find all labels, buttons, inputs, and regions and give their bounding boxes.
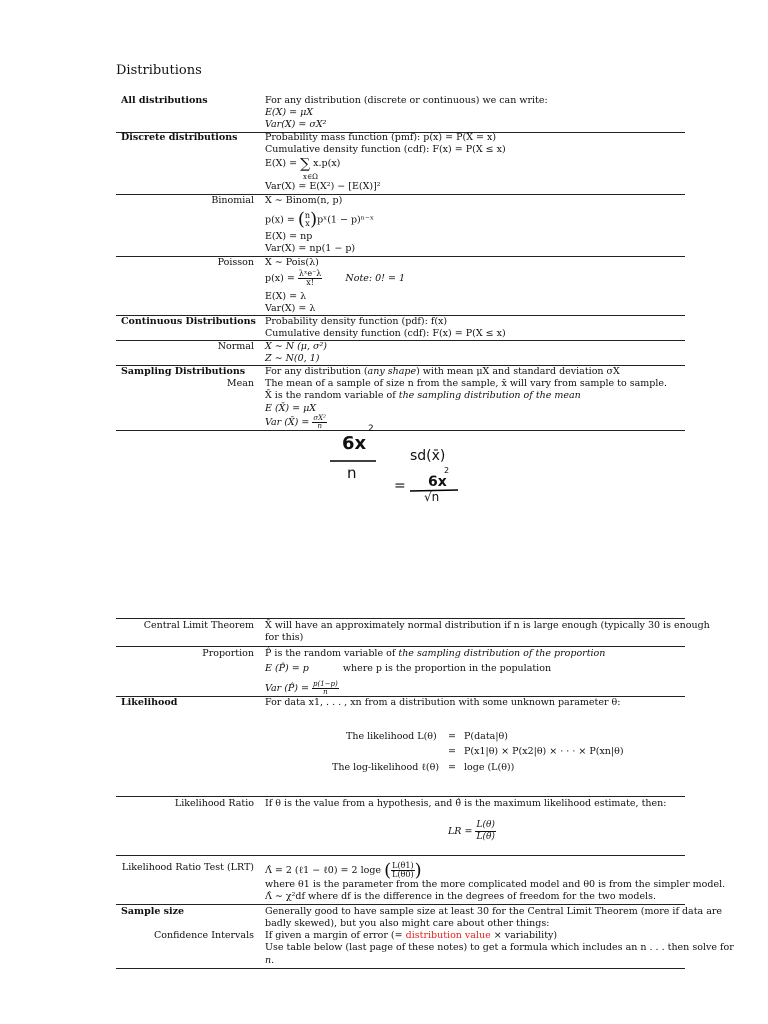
right-paren-icon: ) (414, 859, 422, 881)
sampling-variance-denominator: n (317, 422, 322, 430)
proportion-line-1-b: the sampling distribution of the proportion (398, 648, 606, 659)
all-line-3: Var(X) = σX² (265, 119, 327, 130)
divider (116, 256, 685, 257)
sum-icon: ∑ (300, 156, 311, 172)
binomial-line-3: E(X) = np (265, 231, 313, 242)
handwriting-equals: = (394, 478, 406, 494)
likelihood-eq3-rhs: loge (L(θ)) (464, 762, 515, 773)
all-line-1: For any distribution (discrete or continuous) we can write: (265, 95, 548, 106)
sampling-line-1-b: any shape (367, 366, 417, 377)
sampling-line-1-a: For any distribution ( (265, 366, 368, 377)
expectation-rhs: x.p(x) (313, 158, 341, 169)
divider (116, 194, 685, 195)
likelihood-eq3-label: The log-likelihood ℓ(θ) (332, 762, 440, 773)
left-paren-icon: ( (384, 859, 392, 881)
sample-size-heading: Sample size (121, 906, 185, 917)
proportion-variance (265, 681, 339, 696)
continuous-line-2: Cumulative density function (cdf): F(x) = P(X ≤ x) (265, 328, 506, 339)
handwriting-sigma: 6x (342, 433, 367, 454)
continuous-line-1: Probability density function (pdf): f(x) (265, 316, 448, 327)
handwriting-n: n (347, 464, 357, 482)
distribution-value-highlight: distribution value (405, 930, 491, 941)
likelihood-eq1-label: The likelihood L(θ) (346, 731, 437, 742)
likelihood-heading: Likelihood (121, 697, 178, 708)
sampling-line-3-a: X̄ is the random variable of (265, 390, 399, 401)
expectation-lhs: E(X) = (265, 158, 301, 169)
lrt-line-2: where θ1 is the parameter from the more complicated model and θ0 is from the simpler model. (265, 879, 726, 890)
handwriting-sigma-2: 6x (428, 474, 447, 490)
binomial-pmf-lhs: p(x) = (265, 214, 295, 226)
likelihood-ratio-fraction (475, 820, 495, 843)
likelihood-eq1-op: = (448, 731, 456, 742)
left-paren-icon: ( (297, 209, 305, 230)
likelihood-ratio-denominator: L(θ̂) (476, 832, 495, 842)
proportion-line-1 (265, 648, 605, 660)
handwritten-note (328, 426, 468, 506)
sample-size-line-3-c: × variability) (490, 930, 558, 941)
right-paren-icon: ) (310, 209, 318, 230)
handwriting-sigma-2-exp: 2 (444, 466, 450, 475)
sampling-line-1-c: ) with mean μX and standard deviation σX (416, 366, 620, 377)
binomial-coefficient-top: n (304, 211, 311, 220)
lrt-line-3: Λ̂ ∼ χ²df where df is the difference in the degrees of freedom for the two models. (265, 891, 656, 902)
sample-size-line-1: Generally good to have sample size at least 30 for the Central Limit Theorem (more if data are (265, 906, 723, 917)
binomial-line-4: Var(X) = np(1 − p) (265, 243, 356, 254)
proportion-variance-denominator: n (323, 688, 328, 696)
sum-subscript: x∈Ω (303, 173, 318, 181)
binomial-coefficient-bottom: x (305, 219, 310, 228)
binomial-pmf (265, 209, 374, 230)
clt-line-2: for this) (265, 632, 304, 643)
proportion-label: Proportion (202, 648, 254, 659)
discrete-line-1: Probability mass function (pmf): p(x) = P(X = x) (265, 132, 497, 143)
sampling-variance (265, 415, 327, 430)
normal-line-1: X ∼ N (μ, σ²) (265, 341, 328, 352)
divider (116, 968, 685, 969)
proportion-variance-fraction (312, 681, 339, 696)
proportion-variance-numerator: p(1−p) (313, 680, 338, 688)
divider (116, 646, 685, 647)
all-distributions-heading: All distributions (121, 95, 208, 106)
sampling-line-3-b: the sampling distribution of the mean (398, 390, 581, 401)
poisson-line-4: Var(X) = λ (265, 303, 316, 314)
proportion-expectation: E (P̂) = p (265, 663, 309, 674)
lrt-denominator: L(θ0) (392, 870, 414, 879)
continuous-heading: Continuous Distributions (121, 316, 256, 327)
divider (116, 796, 685, 797)
poisson-line-3: E(X) = λ (265, 291, 307, 302)
mean-label: Mean (226, 378, 254, 389)
clt-line-1: X̄ will have an approximately normal distribution if n is large enough (typically 30 is enough (265, 620, 710, 631)
sampling-variance-fraction (312, 415, 327, 430)
likelihood-ratio-label: Likelihood Ratio (174, 798, 254, 809)
divider (116, 340, 685, 341)
poisson-pmf-lhs: p(x) = (265, 273, 295, 284)
clt-label: Central Limit Theorem (143, 620, 254, 631)
discrete-expectation (265, 158, 340, 170)
sampling-variance-lhs: Var (X̄) = (265, 417, 310, 428)
sample-size-line-3 (265, 930, 557, 942)
binomial-pmf-rhs: pˣ(1 − p)ⁿ⁻ˣ (317, 214, 374, 226)
likelihood-ratio-numerator: L(θ) (476, 820, 495, 830)
poisson-note: Note: 0! = 1 (345, 273, 406, 284)
lrt-numerator: L(θ1) (392, 861, 414, 870)
likelihood-eq1-rhs: P(data|θ) (464, 731, 508, 742)
likelihood-eq3-op: = (448, 762, 456, 773)
handwriting-sd: sd(x̄) (410, 448, 446, 464)
poisson-numerator: λˣe⁻λ (298, 269, 322, 278)
poisson-line-1: X ∼ Pois(λ) (265, 257, 319, 268)
poisson-label: Poisson (217, 257, 254, 268)
likelihood-line-1: For data x1, . . . , xn from a distribution with some unknown parameter θ: (265, 697, 621, 708)
likelihood-eq2-rhs: P(x1|θ) × P(x2|θ) × · · · × P(xn|θ) (464, 746, 624, 757)
sampling-heading: Sampling Distributions (121, 366, 246, 377)
likelihood-ratio-formula (448, 820, 496, 843)
lrt-fraction (391, 862, 414, 879)
proportion-note: where p is the proportion in the population (342, 663, 552, 674)
sampling-line-4: E (X̄) = μX (265, 403, 317, 414)
lrt-label: Likelihood Ratio Test (LRT) (121, 862, 254, 873)
likelihood-ratio-lhs: LR = (448, 826, 473, 837)
poisson-pmf (265, 270, 405, 287)
page-title: Distributions (116, 63, 202, 78)
binomial-label: Binomial (211, 195, 254, 206)
divider (116, 618, 685, 619)
discrete-line-4: Var(X) = E(X²) − [E(X)]² (265, 181, 381, 192)
all-line-2: E(X) = μX (265, 107, 314, 118)
divider (116, 696, 685, 697)
proportion-line-2 (265, 663, 551, 675)
sample-size-line-5: n. (265, 955, 275, 966)
binomial-line-1: X ∼ Binom(n, p) (265, 195, 343, 206)
sample-size-line-4: Use table below (last page of these notes) to get a formula which includes an n . . . then solve for (265, 942, 734, 953)
sampling-variance-numerator: σX² (313, 414, 326, 422)
lrt-line-1 (265, 859, 422, 881)
sampling-line-2: The mean of a sample of size n from the sample, x̄ will vary from sample to sample. (265, 378, 668, 389)
likelihood-ratio-line-1: If θ is the value from a hypothesis, and θ̂ is the maximum likelihood estimate, then: (265, 798, 667, 809)
divider (116, 904, 685, 905)
normal-label: Normal (217, 341, 254, 352)
discrete-line-2: Cumulative density function (cdf): F(x) = P(X ≤ x) (265, 144, 506, 155)
lrt-lhs: Λ̂ = 2 (ℓ1 − ℓ0) = 2 loge (265, 865, 382, 876)
likelihood-eq2-op: = (448, 746, 456, 757)
handwriting-sigma-exp: 2 (368, 424, 374, 434)
handwriting-sqrt-n: √n (424, 490, 440, 504)
normal-line-2: Z ∼ N(0, 1) (265, 353, 320, 364)
sampling-line-1 (265, 366, 620, 378)
discrete-heading: Discrete distributions (121, 132, 238, 143)
poisson-fraction (298, 270, 323, 287)
sample-size-line-2: badly skewed), but you also might care about other things: (265, 918, 550, 929)
divider (116, 855, 685, 856)
sample-size-line-3-a: If given a margin of error (= (265, 930, 406, 941)
proportion-variance-lhs: Var (P̂) = (265, 683, 309, 694)
sampling-line-3 (265, 390, 581, 402)
proportion-line-1-a: P̂ is the random variable of (265, 648, 399, 659)
poisson-denominator: x! (306, 278, 314, 287)
confidence-intervals-label: Confidence Intervals (153, 930, 254, 941)
